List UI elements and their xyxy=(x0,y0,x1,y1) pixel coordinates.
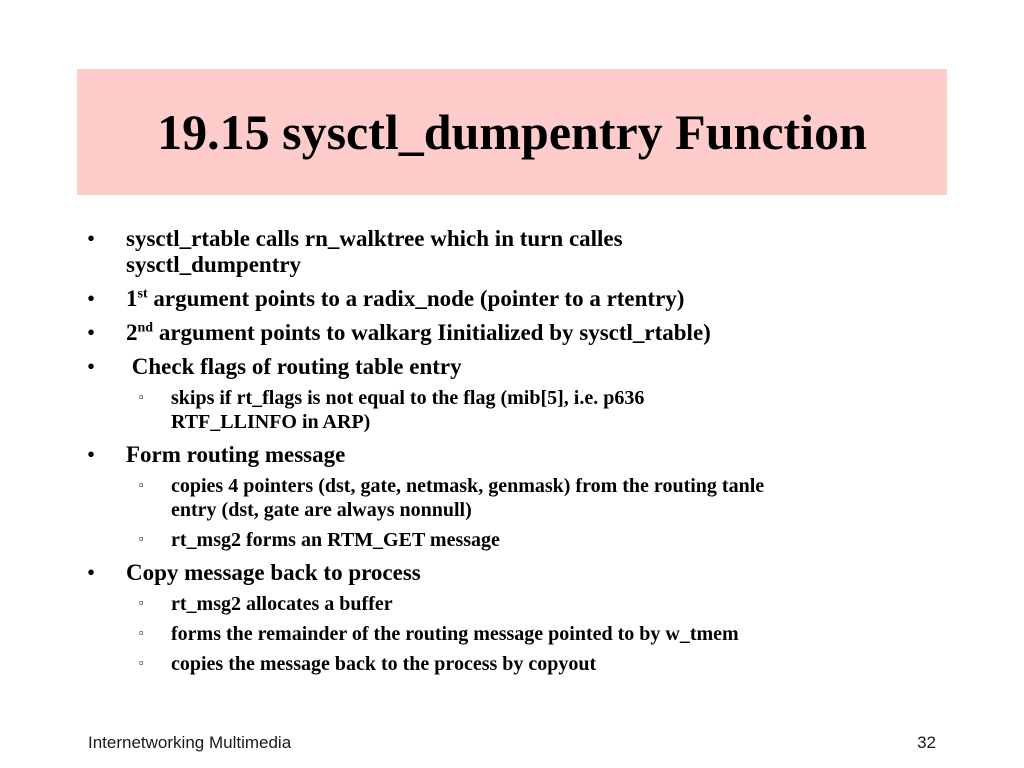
sub-bullet-marker: ▫ xyxy=(139,655,144,670)
sub-bullet-text: skips if rt_flags is not equal to the flag (mib[5], i.e. p636 xyxy=(171,387,645,409)
slide-title: 19.15 sysctl_dumpentry Function xyxy=(157,104,867,160)
sub-bullet-marker: ▫ xyxy=(139,595,144,610)
sub-bullet-item xyxy=(87,592,947,616)
bullet-text-rest: argument points to a radix_node (pointer to a rtentry) xyxy=(147,286,685,311)
slide-body xyxy=(87,226,947,676)
sub-bullet-text: rt_msg2 forms an RTM_GET message xyxy=(171,529,500,551)
bullet-item xyxy=(87,354,947,380)
bullet-marker: • xyxy=(87,286,96,311)
title-banner xyxy=(77,69,947,195)
bullet-marker: • xyxy=(87,442,96,467)
bullet-text xyxy=(126,286,947,312)
bullet-item xyxy=(87,320,947,346)
sub-bullet-marker: ▫ xyxy=(139,477,144,492)
ordinal-suffix: nd xyxy=(137,320,154,336)
sub-bullet-text: rt_msg2 allocates a buffer xyxy=(171,593,393,615)
ordinal-number: 1 xyxy=(126,286,138,311)
ordinal-number: 2 xyxy=(126,320,138,345)
bullet-marker: • xyxy=(87,560,96,585)
ordinal-suffix: st xyxy=(137,286,148,302)
bullet-text: Form routing message xyxy=(126,442,346,467)
bullet-item xyxy=(87,560,947,586)
bullet-text: Check flags of routing table entry xyxy=(126,354,462,379)
bullet-text-rest: argument points to walkarg Iinitialized by sysctl_rtable) xyxy=(153,320,711,345)
bullet-marker: • xyxy=(87,226,96,251)
bullet-item xyxy=(87,286,947,312)
sub-bullet-item xyxy=(87,474,947,522)
sub-bullet-text-continued: RTF_LLINFO in ARP) xyxy=(171,411,371,433)
sub-bullet-text-continued: entry (dst, gate are always nonnull) xyxy=(171,499,472,521)
bullet-marker: • xyxy=(87,354,96,379)
sub-bullet-item xyxy=(87,386,947,434)
bullet-item xyxy=(87,226,947,278)
bullet-text-continued: sysctl_dumpentry xyxy=(126,252,302,277)
sub-bullet-item xyxy=(87,652,947,676)
sub-bullet-marker: ▫ xyxy=(139,531,144,546)
sub-bullet-text: copies the message back to the process by copyout xyxy=(171,653,597,675)
sub-bullet-marker: ▫ xyxy=(139,625,144,640)
sub-bullet-marker: ▫ xyxy=(139,389,144,404)
sub-bullet-item xyxy=(87,528,947,552)
sub-bullet-text: forms the remainder of the routing message pointed to by w_tmem xyxy=(171,623,739,645)
bullet-item xyxy=(87,442,947,468)
sub-bullet-text: copies 4 pointers (dst, gate, netmask, genmask) from the routing tanle xyxy=(171,475,765,497)
bullet-text xyxy=(126,320,947,346)
sub-bullet-item xyxy=(87,622,947,646)
footer-course-name: Internetworking Multimedia xyxy=(88,733,292,752)
bullet-text: Copy message back to process xyxy=(126,560,421,585)
bullet-text: sysctl_rtable calls rn_walktree which in turn calles xyxy=(126,226,623,251)
footer-page-number: 32 xyxy=(917,733,936,752)
bullet-marker: • xyxy=(87,320,96,345)
